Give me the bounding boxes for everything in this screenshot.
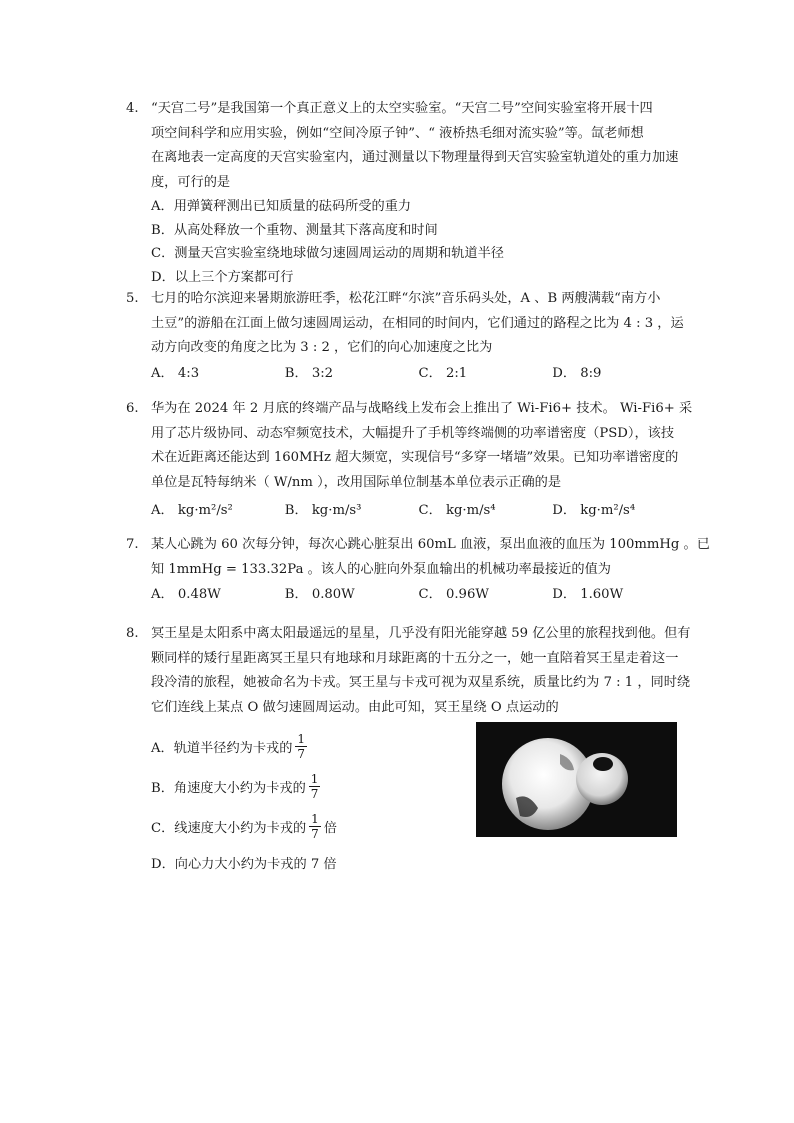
pluto-charon-illustration	[476, 722, 677, 837]
question-4	[126, 97, 686, 289]
question-6-option-d[interactable]: D． kg·m²/s⁴	[552, 503, 636, 518]
question-8-line-2: 颗同样的矮行星距离冥王星只有地球和月球距离的十五分之一，她一直陪着冥王星走着这一	[151, 650, 679, 666]
question-5-option-c[interactable]: C． 2:1	[418, 365, 468, 381]
question-6-option-a[interactable]: A． kg·m²/s²	[151, 503, 233, 518]
question-7-option-a[interactable]: A． 0.48W	[151, 587, 221, 602]
question-7-line-2: 知 1mmHg = 133.32Pa 。该人的心脏向外泵血输出的机械功率最接近的值为	[151, 561, 611, 577]
question-8-line-1: 8. 冥王星是太阳系中离太阳最遥远的星星，几乎没有阳光能穿越 59 亿公里的旅程找到他。但有	[126, 622, 686, 647]
question-number: 6.	[126, 401, 139, 416]
question-6-option-c[interactable]: C． kg·m/s⁴	[418, 503, 496, 518]
question-7-line-1: 7. 某人心跳为 60 次每分钟，每次心跳心脏泵出 60mL 血液，泵出血液的血压为 100mmHg 。已	[126, 533, 686, 558]
question-5-line-1: 5. 七月的哈尔滨迎来暑期旅游旺季，松花江畔“尔滨”音乐码头处，A 、B 两艘满载“南方小	[126, 287, 686, 312]
question-7-option-b[interactable]: B． 0.80W	[284, 587, 355, 602]
question-8-option-d[interactable]	[126, 846, 686, 878]
question-5-line-2: 土豆”的游船在江面上做匀速圆周运动，在相同的时间内，它们通过的路程之比为 4 : 3 ，运	[151, 315, 684, 331]
question-number: 4.	[126, 101, 139, 116]
question-5-options	[126, 361, 686, 387]
question-5	[126, 287, 686, 387]
option-suffix: 倍	[323, 820, 337, 836]
question-number: 5.	[126, 291, 139, 306]
question-6-options	[126, 498, 686, 524]
question-7-options	[126, 582, 686, 608]
option-text: A．轨道半径约为卡戎的	[151, 740, 293, 756]
question-number: 7.	[126, 537, 139, 552]
question-4-line-4: 度，可行的是	[151, 174, 231, 190]
question-4-option-a[interactable]: A．用弹簧秤测出已知质量的砝码所受的重力	[151, 199, 412, 214]
question-4-line-2: 项空间科学和应用实验，例如“空间冷原子钟”、“ 液桥热毛细对流实验”等。氙老师想	[151, 125, 644, 141]
question-5-option-b[interactable]: B． 3:2	[284, 365, 334, 381]
fraction: $\frac{1}{7}$	[297, 731, 306, 761]
question-7	[126, 533, 710, 608]
question-4-option-b[interactable]: B．从高处释放一个重物、测量其下落高度和时间	[151, 222, 438, 238]
question-7-option-d[interactable]: D． 1.60W	[552, 587, 624, 602]
question-6-line-1: 6. 华为在 2024 年 2 月底的终端产品与战略线上发布会上推出了 Wi-Fi6+ 技术。 Wi-Fi6+ 采	[126, 397, 686, 422]
question-8-line-4: 它们连线上某点 O 做匀速圆周运动。由此可知，冥王星绕 O 点运动的	[151, 699, 559, 715]
pluto-charon-image	[476, 722, 677, 837]
question-4-option-c[interactable]: C．测量天宫实验室绕地球做匀速圆周运动的周期和轨道半径	[151, 246, 504, 261]
question-6-line-2: 用了芯片级协同、动态窄频宽技术，大幅提升了手机等终端侧的功率谱密度（PSD），该技	[151, 425, 675, 441]
question-4-line-3: 在离地表一定高度的天宫实验室内，通过测量以下物理量得到天宫实验室轨道处的重力加速	[151, 150, 679, 165]
question-8-line-3: 段冷清的旅程，她被命名为卡戎。冥王星与卡戎可视为双星系统，质量比约为 7 : 1 ，同时绕	[151, 675, 691, 690]
question-4-option-d[interactable]: D．以上三个方案都可行	[151, 269, 294, 285]
question-number: 8.	[126, 626, 139, 641]
question-4-line-1: 4. “天宫二号”是我国第一个真正意义上的太空实验室。“天宫二号”空间实验室将开展十四	[126, 97, 686, 122]
question-6-line-3: 术在近距离还能达到 160MHz 超大频宽，实现信号“多穿一堵墙”效果。已知功率谱密度的	[151, 450, 679, 465]
question-6-option-b[interactable]: B． kg·m/s³	[284, 503, 362, 518]
question-6	[126, 397, 693, 524]
question-5-option-a[interactable]: A． 4:3	[151, 365, 200, 381]
option-text: C．线速度大小约为卡戎的	[151, 820, 307, 836]
charon-dark-cap	[593, 757, 613, 771]
option-text: D．向心力大小约为卡戎的 7 倍	[151, 856, 337, 872]
question-5-option-d[interactable]: D． 8:9	[552, 365, 602, 381]
fraction: $\frac{1}{7}$	[310, 771, 319, 801]
question-6-line-4: 单位是瓦特每纳米（ W/nm ），改用国际单位制基本单位表示正确的是	[151, 474, 562, 490]
question-5-line-3: 动方向改变的角度之比为 3 : 2 ，它们的向心加速度之比为	[151, 340, 493, 355]
question-7-option-c[interactable]: C． 0.96W	[418, 587, 489, 602]
fraction: $\frac{1}{7}$	[311, 811, 319, 841]
option-text: B．角速度大小约为卡戎的	[151, 780, 306, 796]
